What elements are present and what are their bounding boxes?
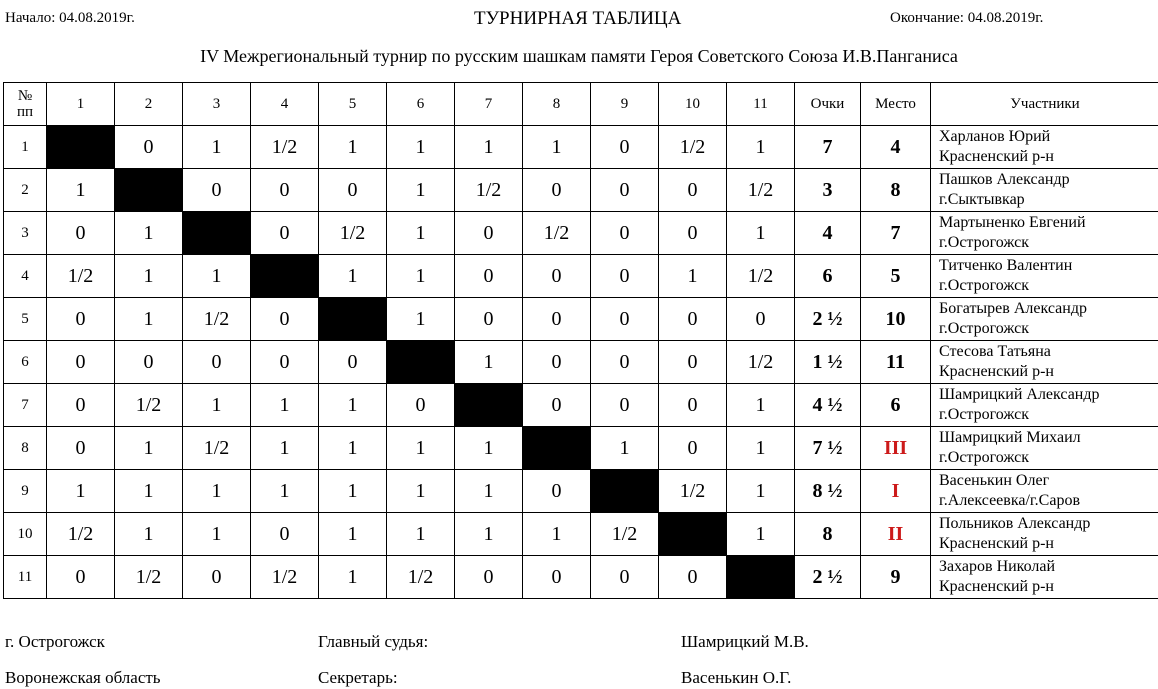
participant-cell <box>931 341 1158 384</box>
result-cell: 1 <box>523 513 591 556</box>
participant-cell <box>931 212 1158 255</box>
participant-cell <box>931 298 1158 341</box>
page-title: ТУРНИРНАЯ ТАБЛИЦА <box>474 8 682 29</box>
participant-name: Харланов Юрий <box>939 128 1051 145</box>
result-cell: 0 <box>523 169 591 212</box>
points-cell: 2 ½ <box>795 298 861 341</box>
diagonal-cell <box>727 556 795 599</box>
diagonal-cell <box>183 212 251 255</box>
row-number: 8 <box>4 427 47 470</box>
result-cell: 1 <box>455 341 523 384</box>
result-cell: 1 <box>319 427 387 470</box>
result-cell: 1 <box>727 384 795 427</box>
header-num-line2: пп <box>16 104 34 120</box>
result-cell: 1 <box>387 169 455 212</box>
tournament-subtitle: IV Межрегиональный турнир по русским шашкам памяти Героя Советского Союза И.В.Панганиса <box>200 46 958 66</box>
points-cell: 3 <box>795 169 861 212</box>
result-cell: 1 <box>183 513 251 556</box>
result-cell: 1 <box>115 427 183 470</box>
participant-name: Богатырев Александр <box>939 300 1087 317</box>
participant-cell <box>931 427 1158 470</box>
result-cell: 1 <box>387 513 455 556</box>
result-cell: 0 <box>591 126 659 169</box>
result-cell: 1 <box>455 126 523 169</box>
header-participants: Участники <box>931 83 1158 126</box>
result-cell: 1 <box>727 212 795 255</box>
diagonal-cell <box>523 427 591 470</box>
footer-judge-name: Шамрицкий М.В. <box>681 632 809 651</box>
result-cell: 1/2 <box>47 255 115 298</box>
result-cell: 1 <box>319 384 387 427</box>
row-number: 11 <box>4 556 47 599</box>
result-cell: 1 <box>319 126 387 169</box>
points-cell: 2 ½ <box>795 556 861 599</box>
table-row <box>4 427 1158 470</box>
result-cell: 1 <box>591 427 659 470</box>
participant-cell <box>931 556 1158 599</box>
participant-cell <box>931 255 1158 298</box>
header-num <box>4 83 47 126</box>
result-cell: 1 <box>251 470 319 513</box>
result-cell: 0 <box>319 341 387 384</box>
result-cell: 1 <box>455 427 523 470</box>
result-cell: 1/2 <box>251 126 319 169</box>
result-cell: 0 <box>47 298 115 341</box>
diagonal-cell <box>455 384 523 427</box>
result-cell: 0 <box>659 384 727 427</box>
header-points: Очки <box>795 83 861 126</box>
result-cell: 1 <box>183 470 251 513</box>
result-cell: 1 <box>387 470 455 513</box>
result-cell: 1 <box>183 384 251 427</box>
header-col-1: 1 <box>47 83 115 126</box>
result-cell: 0 <box>659 341 727 384</box>
result-cell: 1 <box>251 384 319 427</box>
table-row <box>4 298 1158 341</box>
header-col-3: 3 <box>183 83 251 126</box>
result-cell: 0 <box>47 384 115 427</box>
header-col-11: 11 <box>727 83 795 126</box>
participant-city: г.Острогожск <box>939 234 1030 251</box>
row-number: 6 <box>4 341 47 384</box>
diagonal-cell <box>115 169 183 212</box>
points-cell: 8 <box>795 513 861 556</box>
participant-name: Польников Александр <box>939 515 1091 532</box>
result-cell: 0 <box>183 341 251 384</box>
points-cell: 4 <box>795 212 861 255</box>
points-cell: 6 <box>795 255 861 298</box>
result-cell: 1 <box>115 212 183 255</box>
result-cell: 1 <box>47 470 115 513</box>
table-row <box>4 470 1158 513</box>
participant-cell <box>931 169 1158 212</box>
result-cell: 0 <box>591 255 659 298</box>
participant-name: Стесова Татьяна <box>939 343 1051 360</box>
result-cell: 1 <box>727 513 795 556</box>
result-cell: 0 <box>659 212 727 255</box>
result-cell: 1 <box>115 255 183 298</box>
result-cell: 0 <box>455 255 523 298</box>
participant-cell <box>931 470 1158 513</box>
result-cell: 1/2 <box>727 341 795 384</box>
diagonal-cell <box>387 341 455 384</box>
header-col-4: 4 <box>251 83 319 126</box>
result-cell: 1/2 <box>659 126 727 169</box>
points-cell: 4 ½ <box>795 384 861 427</box>
row-number: 10 <box>4 513 47 556</box>
table-row <box>4 513 1158 556</box>
place-cell: 7 <box>861 212 931 255</box>
result-cell: 0 <box>591 341 659 384</box>
diagonal-cell <box>591 470 659 513</box>
result-cell: 1 <box>319 255 387 298</box>
row-number: 2 <box>4 169 47 212</box>
result-cell: 0 <box>115 341 183 384</box>
result-cell: 0 <box>455 556 523 599</box>
header-col-5: 5 <box>319 83 387 126</box>
end-date: Окончание: 04.08.2019г. <box>890 10 1044 26</box>
participant-city: Красненский р-н <box>939 363 1054 380</box>
participant-city: г.Острогожск <box>939 320 1030 337</box>
table-row <box>4 341 1158 384</box>
place-cell: III <box>861 427 931 470</box>
footer-region: Воронежская область <box>5 668 161 687</box>
result-cell: 0 <box>115 126 183 169</box>
result-cell: 1 <box>251 427 319 470</box>
result-cell: 1/2 <box>183 298 251 341</box>
participant-name: Шамрицкий Александр <box>939 386 1100 403</box>
table-row <box>4 384 1158 427</box>
place-cell: II <box>861 513 931 556</box>
table-row <box>4 126 1158 169</box>
result-cell: 0 <box>727 298 795 341</box>
place-cell: 4 <box>861 126 931 169</box>
result-cell: 1 <box>455 470 523 513</box>
result-cell: 0 <box>251 513 319 556</box>
result-cell: 0 <box>47 556 115 599</box>
result-cell: 0 <box>523 556 591 599</box>
place-cell: I <box>861 470 931 513</box>
participant-city: г.Острогожск <box>939 277 1030 294</box>
header-col-10: 10 <box>659 83 727 126</box>
result-cell: 0 <box>251 212 319 255</box>
result-cell: 1 <box>319 513 387 556</box>
result-cell: 1 <box>387 212 455 255</box>
participant-name: Захаров Николай <box>939 558 1056 575</box>
result-cell: 1 <box>115 513 183 556</box>
result-cell: 1 <box>727 470 795 513</box>
footer-judge-label: Главный судья: <box>318 632 429 651</box>
result-cell: 0 <box>183 556 251 599</box>
result-cell: 0 <box>523 384 591 427</box>
result-cell: 0 <box>455 212 523 255</box>
result-cell: 1/2 <box>727 169 795 212</box>
table-row <box>4 255 1158 298</box>
result-cell: 0 <box>319 169 387 212</box>
place-cell: 11 <box>861 341 931 384</box>
result-cell: 1 <box>387 298 455 341</box>
diagonal-cell <box>47 126 115 169</box>
result-cell: 0 <box>47 212 115 255</box>
table-row <box>4 212 1158 255</box>
points-cell: 1 ½ <box>795 341 861 384</box>
result-cell: 1 <box>727 126 795 169</box>
diagonal-cell <box>319 298 387 341</box>
header-col-7: 7 <box>455 83 523 126</box>
result-cell: 1/2 <box>115 384 183 427</box>
result-cell: 1 <box>47 169 115 212</box>
result-cell: 1 <box>319 470 387 513</box>
result-cell: 0 <box>659 298 727 341</box>
header-col-6: 6 <box>387 83 455 126</box>
row-number: 4 <box>4 255 47 298</box>
result-cell: 0 <box>591 169 659 212</box>
result-cell: 1 <box>183 126 251 169</box>
result-cell: 1 <box>659 255 727 298</box>
result-cell: 0 <box>387 384 455 427</box>
participant-cell <box>931 126 1158 169</box>
participant-city: г.Сыктывкар <box>939 191 1025 208</box>
result-cell: 1 <box>387 126 455 169</box>
table-header-row <box>4 83 1158 126</box>
result-cell: 0 <box>183 169 251 212</box>
place-cell: 10 <box>861 298 931 341</box>
diagonal-cell <box>659 513 727 556</box>
result-cell: 0 <box>591 298 659 341</box>
result-cell: 1 <box>387 255 455 298</box>
result-cell: 0 <box>251 169 319 212</box>
result-cell: 0 <box>455 298 523 341</box>
row-number: 7 <box>4 384 47 427</box>
result-cell: 1/2 <box>455 169 523 212</box>
participant-cell <box>931 513 1158 556</box>
row-number: 9 <box>4 470 47 513</box>
result-cell: 1 <box>183 255 251 298</box>
result-cell: 1 <box>115 298 183 341</box>
result-cell: 1/2 <box>183 427 251 470</box>
row-number: 1 <box>4 126 47 169</box>
participant-name: Васенькин Олег <box>939 472 1050 489</box>
participant-name: Титченко Валентин <box>939 257 1073 274</box>
header-num-line1: № <box>17 87 33 104</box>
result-cell: 0 <box>591 556 659 599</box>
diagonal-cell <box>251 255 319 298</box>
table-row <box>4 169 1158 212</box>
result-cell: 0 <box>523 255 591 298</box>
participant-city: Красненский р-н <box>939 148 1054 165</box>
participant-name: Пашков Александр <box>939 171 1070 188</box>
footer-secretary-name: Васенькин О.Г. <box>681 668 792 687</box>
points-cell: 8 ½ <box>795 470 861 513</box>
result-cell: 1 <box>455 513 523 556</box>
tournament-table <box>3 82 1158 599</box>
result-cell: 0 <box>523 298 591 341</box>
result-cell: 0 <box>523 470 591 513</box>
result-cell: 1 <box>319 556 387 599</box>
result-cell: 1/2 <box>523 212 591 255</box>
participant-city: Красненский р-н <box>939 535 1054 552</box>
row-number: 3 <box>4 212 47 255</box>
footer-secretary-label: Секретарь: <box>318 668 398 687</box>
result-cell: 0 <box>659 427 727 470</box>
result-cell: 1/2 <box>727 255 795 298</box>
participant-name: Мартыненко Евгений <box>939 214 1086 231</box>
result-cell: 1 <box>727 427 795 470</box>
result-cell: 0 <box>659 556 727 599</box>
result-cell: 0 <box>591 384 659 427</box>
start-date: Начало: 04.08.2019г. <box>5 10 135 26</box>
points-cell: 7 ½ <box>795 427 861 470</box>
result-cell: 0 <box>47 341 115 384</box>
place-cell: 8 <box>861 169 931 212</box>
result-cell: 0 <box>523 341 591 384</box>
participant-name: Шамрицкий Михаил <box>939 429 1081 446</box>
footer-city: г. Острогожск <box>5 632 105 651</box>
row-number: 5 <box>4 298 47 341</box>
header-col-9: 9 <box>591 83 659 126</box>
result-cell: 1/2 <box>319 212 387 255</box>
points-cell: 7 <box>795 126 861 169</box>
participant-city: г.Острогожск <box>939 449 1030 466</box>
result-cell: 1/2 <box>659 470 727 513</box>
result-cell: 0 <box>591 212 659 255</box>
place-cell: 9 <box>861 556 931 599</box>
result-cell: 1/2 <box>387 556 455 599</box>
result-cell: 1/2 <box>251 556 319 599</box>
result-cell: 1/2 <box>47 513 115 556</box>
place-cell: 5 <box>861 255 931 298</box>
result-cell: 0 <box>659 169 727 212</box>
header-col-8: 8 <box>523 83 591 126</box>
participant-cell <box>931 384 1158 427</box>
participant-city: Красненский р-н <box>939 578 1054 595</box>
result-cell: 1 <box>115 470 183 513</box>
header-place: Место <box>861 83 931 126</box>
result-cell: 1 <box>523 126 591 169</box>
participant-city: г.Острогожск <box>939 406 1030 423</box>
place-cell: 6 <box>861 384 931 427</box>
table-row <box>4 556 1158 599</box>
result-cell: 1/2 <box>115 556 183 599</box>
result-cell: 0 <box>47 427 115 470</box>
result-cell: 1/2 <box>591 513 659 556</box>
result-cell: 1 <box>387 427 455 470</box>
participant-city: г.Алексеевка/г.Саров <box>939 492 1080 509</box>
header-col-2: 2 <box>115 83 183 126</box>
result-cell: 0 <box>251 341 319 384</box>
result-cell: 0 <box>251 298 319 341</box>
